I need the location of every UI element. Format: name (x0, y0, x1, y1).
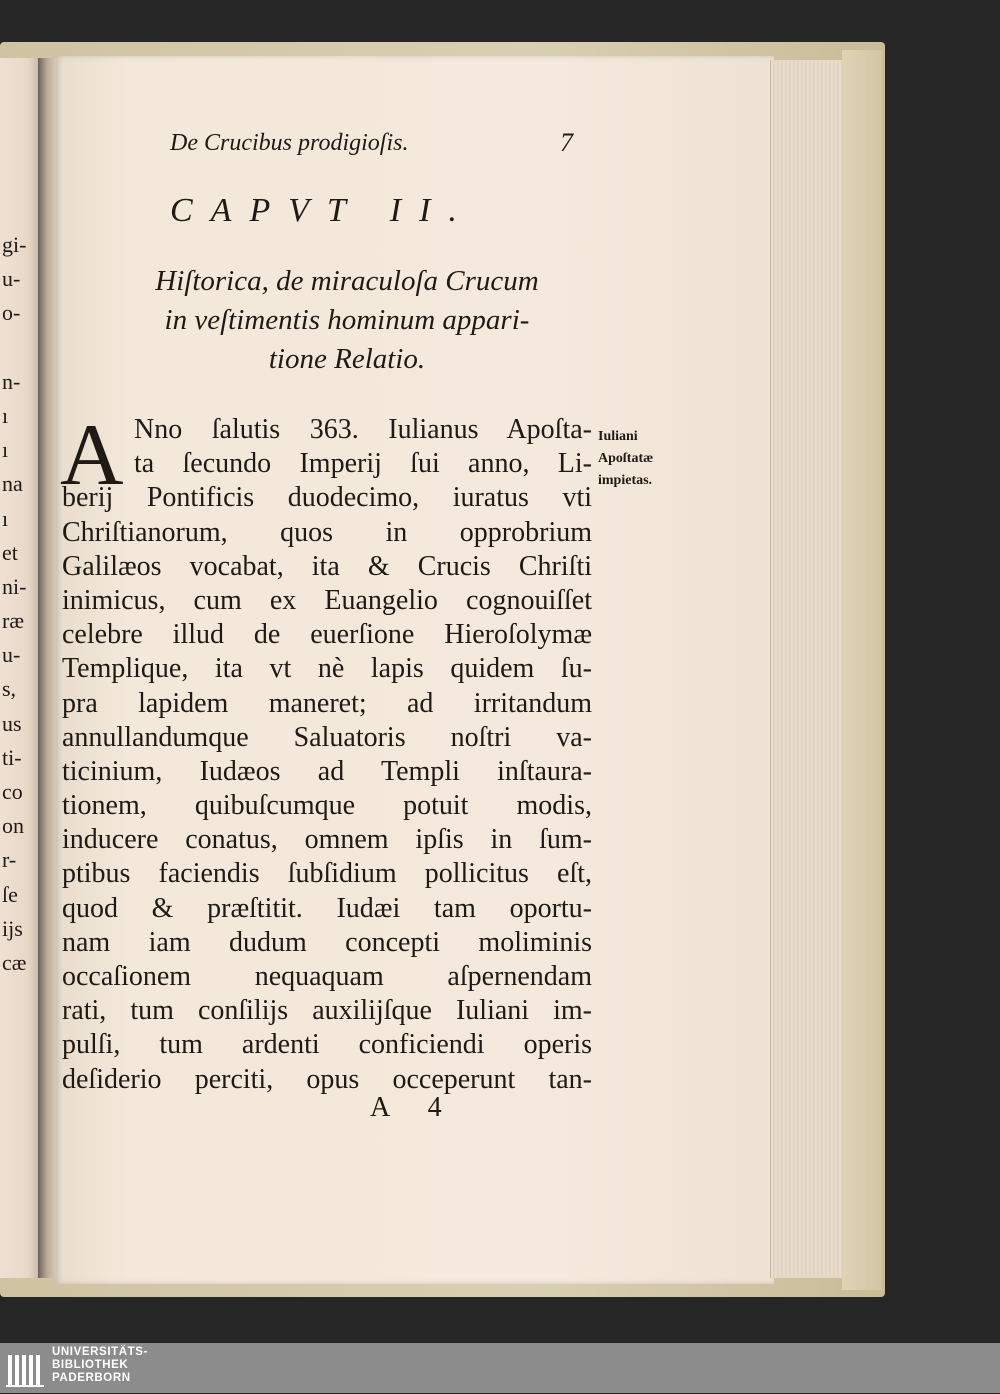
left-fragment: ı (2, 437, 9, 463)
left-fragment: gi- (2, 232, 27, 257)
body-line: Galilæos vocabat, ita & Crucis Chriſti (62, 550, 592, 582)
body-line: Chriſtianorum, quos in opprobrium (62, 516, 592, 548)
left-fragment: ni- (2, 573, 27, 599)
body-line: ta ſecundo Imperij ſui anno, Li- (134, 448, 592, 480)
left-fragment: n- (2, 368, 21, 394)
left-fragment: us (2, 710, 22, 736)
left-fragment: ræ (2, 608, 24, 634)
body-line: pra lapidem maneret; ad irritandum (62, 687, 592, 719)
body-line: occaſionem nequaquam aſpernendam (62, 961, 592, 992)
left-fragment: on (2, 813, 24, 839)
marginal-note-line: Apoſtatæ (598, 451, 654, 466)
left-fragment: ijs (2, 915, 23, 941)
left-fragment (0, 331, 40, 365)
body-line: deſiderio perciti, opus occeperunt tan- (62, 1063, 592, 1095)
left-fragment: ti- (2, 744, 22, 770)
left-fragment: u- (2, 642, 21, 668)
signature-mark: A 4 (370, 1092, 458, 1123)
marginal-note (598, 426, 688, 492)
page-edges (770, 60, 843, 1278)
left-page-text-fragments (0, 228, 40, 980)
left-fragment: s, (2, 676, 17, 702)
left-fragment: co (2, 779, 23, 804)
left-fragment: cæ (2, 949, 27, 975)
footer-bar (0, 1343, 1000, 1393)
left-fragment: na (2, 471, 23, 497)
library-name (52, 1346, 148, 1385)
page-number: 7 (560, 128, 573, 157)
left-fragment: ı (2, 505, 9, 531)
cover-edge (842, 50, 882, 1290)
library-logo-icon (6, 1349, 46, 1389)
drop-cap: A (60, 407, 124, 504)
marginal-note-line: Iuliani (598, 429, 638, 444)
left-page (0, 58, 40, 1278)
body-line: pulſi, tum ardenti conficiendi operis (62, 1029, 592, 1061)
chapter-title-line: Hiſtorica, de miraculoſa Crucum (155, 265, 539, 297)
body-line: rati, tum conſilijs auxilijſque Iuliani im- (62, 995, 592, 1027)
chapter-title (62, 262, 632, 379)
chapter-title-line: tione Relatio. (268, 343, 426, 375)
body-line: Templique, ita vt nè lapis quidem ſu- (62, 653, 592, 685)
body-line: inimicus, cum ex Euangelio cognouiſſet (62, 584, 592, 616)
left-fragment: u- (2, 266, 21, 292)
body-text (60, 407, 592, 1097)
chapter-heading: CAPVT II. (170, 192, 475, 229)
body-line: ticinium, Iudæos ad Templi inſtaura- (62, 755, 592, 787)
running-head: De Crucibus prodigioſis. (170, 130, 409, 156)
left-fragment: ı (2, 402, 9, 428)
marginal-note-line: impietas. (598, 473, 653, 488)
body-line: quod & præſtitit. Iudæi tam oportu- (62, 892, 592, 924)
left-fragment: o- (2, 300, 21, 326)
body-line: nam iam dudum concepti moliminis (62, 926, 592, 958)
left-fragment: et (2, 539, 18, 565)
chapter-title-line: in veſtimentis hominum appari- (164, 304, 530, 336)
library-name-line: PADERBORN (52, 1372, 131, 1384)
body-line: annullandumque Saluatoris noſtri va- (62, 721, 592, 753)
left-fragment: r- (2, 847, 17, 873)
left-fragment: ſe (2, 881, 18, 907)
library-name-line: UNIVERSITÄTS- (52, 1346, 148, 1358)
body-line: inducere conatus, omnem ipſis in ſum- (62, 824, 592, 856)
body-line: ptibus faciendis ſubſidium pollicitus eſt, (62, 858, 592, 890)
body-line: berij Pontificis duodecimo, iuratus vti (62, 482, 592, 514)
library-name-line: BIBLIOTHEK (52, 1359, 129, 1371)
body-line: Nno ſalutis 363. Iulianus Apoſta- (134, 414, 592, 445)
body-line: tionem, quibuſcumque potuit modis, (62, 790, 592, 822)
body-line: celebre illud de euerſione Hieroſolymæ (62, 619, 592, 651)
